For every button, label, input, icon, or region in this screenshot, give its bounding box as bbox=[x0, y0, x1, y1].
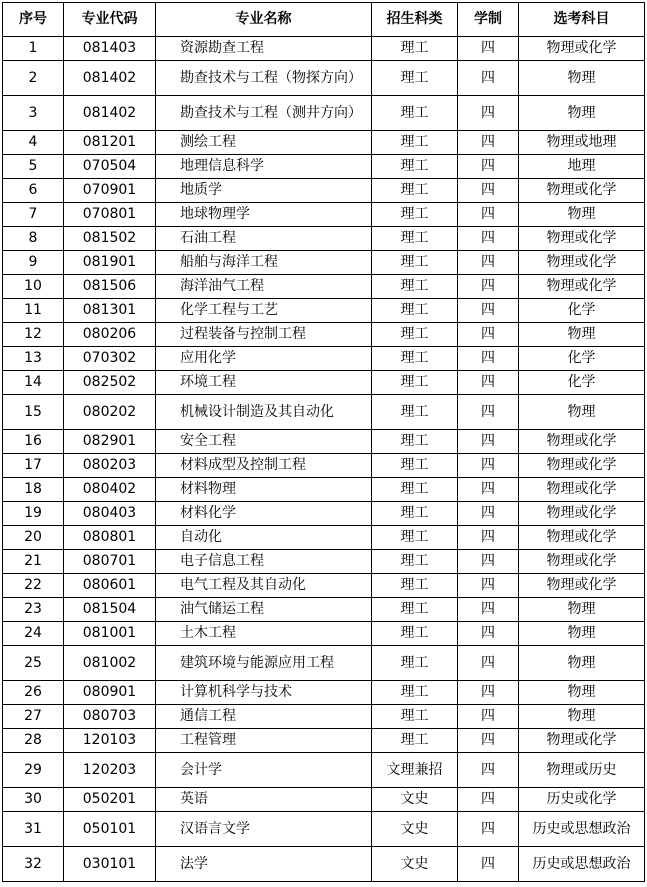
major-code: 081506 bbox=[64, 275, 156, 299]
row-index: 6 bbox=[3, 179, 64, 203]
admission-category: 理工 bbox=[372, 550, 458, 574]
elective-subjects: 物理或历史 bbox=[519, 753, 645, 788]
admission-category: 理工 bbox=[372, 155, 458, 179]
table-row bbox=[3, 61, 645, 96]
study-years: 四 bbox=[458, 753, 519, 788]
elective-subjects: 物理或化学 bbox=[519, 37, 645, 61]
row-index: 27 bbox=[3, 705, 64, 729]
elective-subjects: 物理 bbox=[519, 323, 645, 347]
major-name: 电子信息工程 bbox=[156, 550, 372, 574]
study-years: 四 bbox=[458, 155, 519, 179]
row-index: 28 bbox=[3, 729, 64, 753]
study-years: 四 bbox=[458, 275, 519, 299]
elective-subjects: 物理 bbox=[519, 622, 645, 646]
row-index: 31 bbox=[3, 812, 64, 847]
header-category: 招生科类 bbox=[372, 3, 458, 37]
elective-subjects: 物理或化学 bbox=[519, 454, 645, 478]
table-row bbox=[3, 812, 645, 847]
row-index: 30 bbox=[3, 788, 64, 812]
major-name: 地球物理学 bbox=[156, 203, 372, 227]
major-name: 安全工程 bbox=[156, 430, 372, 454]
major-name: 汉语言文学 bbox=[156, 812, 372, 847]
row-index: 14 bbox=[3, 371, 64, 395]
study-years: 四 bbox=[458, 681, 519, 705]
study-years: 四 bbox=[458, 131, 519, 155]
study-years: 四 bbox=[458, 729, 519, 753]
table-row bbox=[3, 705, 645, 729]
major-code: 081403 bbox=[64, 37, 156, 61]
major-code: 081402 bbox=[64, 96, 156, 131]
study-years: 四 bbox=[458, 788, 519, 812]
study-years: 四 bbox=[458, 646, 519, 681]
row-index: 20 bbox=[3, 526, 64, 550]
elective-subjects: 物理 bbox=[519, 395, 645, 430]
major-name: 环境工程 bbox=[156, 371, 372, 395]
table-row bbox=[3, 598, 645, 622]
row-index: 21 bbox=[3, 550, 64, 574]
study-years: 四 bbox=[458, 179, 519, 203]
table-body bbox=[3, 37, 645, 882]
elective-subjects: 物理 bbox=[519, 96, 645, 131]
major-name: 通信工程 bbox=[156, 705, 372, 729]
table-row bbox=[3, 550, 645, 574]
elective-subjects: 化学 bbox=[519, 347, 645, 371]
study-years: 四 bbox=[458, 251, 519, 275]
row-index: 3 bbox=[3, 96, 64, 131]
row-index: 22 bbox=[3, 574, 64, 598]
major-name: 机械设计制造及其自动化 bbox=[156, 395, 372, 430]
study-years: 四 bbox=[458, 37, 519, 61]
row-index: 10 bbox=[3, 275, 64, 299]
elective-subjects: 物理 bbox=[519, 705, 645, 729]
study-years: 四 bbox=[458, 574, 519, 598]
study-years: 四 bbox=[458, 812, 519, 847]
major-code: 082901 bbox=[64, 430, 156, 454]
elective-subjects: 物理或化学 bbox=[519, 227, 645, 251]
major-name: 化学工程与工艺 bbox=[156, 299, 372, 323]
major-name: 船舶与海洋工程 bbox=[156, 251, 372, 275]
admission-category: 理工 bbox=[372, 430, 458, 454]
table-row bbox=[3, 395, 645, 430]
row-index: 29 bbox=[3, 753, 64, 788]
table-row bbox=[3, 96, 645, 131]
major-name: 勘查技术与工程（物探方向） bbox=[156, 61, 372, 96]
major-code: 070504 bbox=[64, 155, 156, 179]
major-name: 法学 bbox=[156, 847, 372, 882]
row-index: 1 bbox=[3, 37, 64, 61]
major-name: 会计学 bbox=[156, 753, 372, 788]
study-years: 四 bbox=[458, 430, 519, 454]
study-years: 四 bbox=[458, 96, 519, 131]
major-code: 070901 bbox=[64, 179, 156, 203]
row-index: 16 bbox=[3, 430, 64, 454]
admission-category: 理工 bbox=[372, 96, 458, 131]
major-code: 081001 bbox=[64, 622, 156, 646]
table-row bbox=[3, 526, 645, 550]
header-code: 专业代码 bbox=[64, 3, 156, 37]
elective-subjects: 物理 bbox=[519, 598, 645, 622]
major-code: 080701 bbox=[64, 550, 156, 574]
elective-subjects: 历史或化学 bbox=[519, 788, 645, 812]
row-index: 12 bbox=[3, 323, 64, 347]
elective-subjects: 化学 bbox=[519, 371, 645, 395]
elective-subjects: 物理或地理 bbox=[519, 131, 645, 155]
study-years: 四 bbox=[458, 395, 519, 430]
admission-category: 理工 bbox=[372, 395, 458, 430]
major-code: 081402 bbox=[64, 61, 156, 96]
major-name: 海洋油气工程 bbox=[156, 275, 372, 299]
study-years: 四 bbox=[458, 347, 519, 371]
major-code: 080801 bbox=[64, 526, 156, 550]
admission-category: 理工 bbox=[372, 347, 458, 371]
table-row bbox=[3, 203, 645, 227]
admission-category: 理工 bbox=[372, 37, 458, 61]
study-years: 四 bbox=[458, 526, 519, 550]
major-code: 080206 bbox=[64, 323, 156, 347]
admission-category: 理工 bbox=[372, 61, 458, 96]
elective-subjects: 化学 bbox=[519, 299, 645, 323]
admission-category: 文史 bbox=[372, 847, 458, 882]
table-row bbox=[3, 478, 645, 502]
row-index: 9 bbox=[3, 251, 64, 275]
elective-subjects: 物理 bbox=[519, 203, 645, 227]
study-years: 四 bbox=[458, 61, 519, 96]
admission-category: 文理兼招 bbox=[372, 753, 458, 788]
table-row bbox=[3, 502, 645, 526]
study-years: 四 bbox=[458, 371, 519, 395]
admission-category: 理工 bbox=[372, 622, 458, 646]
row-index: 17 bbox=[3, 454, 64, 478]
admission-category: 理工 bbox=[372, 275, 458, 299]
elective-subjects: 历史或思想政治 bbox=[519, 812, 645, 847]
admission-category: 理工 bbox=[372, 299, 458, 323]
admission-category: 理工 bbox=[372, 227, 458, 251]
elective-subjects: 物理或化学 bbox=[519, 275, 645, 299]
admission-category: 理工 bbox=[372, 705, 458, 729]
major-name: 勘查技术与工程（测井方向） bbox=[156, 96, 372, 131]
table-header-row bbox=[3, 3, 645, 37]
admission-category: 理工 bbox=[372, 502, 458, 526]
row-index: 4 bbox=[3, 131, 64, 155]
major-code: 050201 bbox=[64, 788, 156, 812]
study-years: 四 bbox=[458, 478, 519, 502]
row-index: 2 bbox=[3, 61, 64, 96]
major-code: 081901 bbox=[64, 251, 156, 275]
major-name: 材料物理 bbox=[156, 478, 372, 502]
header-years: 学制 bbox=[458, 3, 519, 37]
row-index: 13 bbox=[3, 347, 64, 371]
table-row bbox=[3, 299, 645, 323]
study-years: 四 bbox=[458, 622, 519, 646]
majors-table bbox=[2, 2, 645, 882]
major-code: 080703 bbox=[64, 705, 156, 729]
elective-subjects: 物理或化学 bbox=[519, 574, 645, 598]
admission-category: 理工 bbox=[372, 598, 458, 622]
table-row bbox=[3, 37, 645, 61]
row-index: 32 bbox=[3, 847, 64, 882]
table-row bbox=[3, 323, 645, 347]
table-row bbox=[3, 275, 645, 299]
admission-category: 理工 bbox=[372, 203, 458, 227]
admission-category: 理工 bbox=[372, 729, 458, 753]
table-row bbox=[3, 454, 645, 478]
header-idx: 序号 bbox=[3, 3, 64, 37]
table-row bbox=[3, 371, 645, 395]
major-code: 081002 bbox=[64, 646, 156, 681]
major-code: 070801 bbox=[64, 203, 156, 227]
row-index: 11 bbox=[3, 299, 64, 323]
table-row bbox=[3, 788, 645, 812]
admission-category: 理工 bbox=[372, 323, 458, 347]
major-name: 过程装备与控制工程 bbox=[156, 323, 372, 347]
admission-category: 理工 bbox=[372, 646, 458, 681]
row-index: 24 bbox=[3, 622, 64, 646]
elective-subjects: 地理 bbox=[519, 155, 645, 179]
admission-category: 文史 bbox=[372, 788, 458, 812]
row-index: 18 bbox=[3, 478, 64, 502]
table-row bbox=[3, 179, 645, 203]
major-name: 资源勘查工程 bbox=[156, 37, 372, 61]
table-row bbox=[3, 681, 645, 705]
admission-category: 理工 bbox=[372, 251, 458, 275]
major-code: 050101 bbox=[64, 812, 156, 847]
study-years: 四 bbox=[458, 705, 519, 729]
elective-subjects: 物理或化学 bbox=[519, 478, 645, 502]
header-subjects: 选考科目 bbox=[519, 3, 645, 37]
row-index: 23 bbox=[3, 598, 64, 622]
major-code: 070302 bbox=[64, 347, 156, 371]
admission-category: 文史 bbox=[372, 812, 458, 847]
major-code: 080202 bbox=[64, 395, 156, 430]
major-name: 地质学 bbox=[156, 179, 372, 203]
table-row bbox=[3, 430, 645, 454]
major-name: 土木工程 bbox=[156, 622, 372, 646]
major-name: 地理信息科学 bbox=[156, 155, 372, 179]
majors-table-container bbox=[2, 2, 645, 882]
row-index: 7 bbox=[3, 203, 64, 227]
major-code: 081301 bbox=[64, 299, 156, 323]
major-name: 计算机科学与技术 bbox=[156, 681, 372, 705]
major-name: 油气储运工程 bbox=[156, 598, 372, 622]
table-row bbox=[3, 646, 645, 681]
admission-category: 理工 bbox=[372, 681, 458, 705]
major-name: 材料化学 bbox=[156, 502, 372, 526]
major-code: 080402 bbox=[64, 478, 156, 502]
table-row bbox=[3, 574, 645, 598]
elective-subjects: 物理或化学 bbox=[519, 526, 645, 550]
elective-subjects: 物理或化学 bbox=[519, 430, 645, 454]
elective-subjects: 物理或化学 bbox=[519, 550, 645, 574]
major-code: 081504 bbox=[64, 598, 156, 622]
major-name: 工程管理 bbox=[156, 729, 372, 753]
major-name: 建筑环境与能源应用工程 bbox=[156, 646, 372, 681]
elective-subjects: 历史或思想政治 bbox=[519, 847, 645, 882]
major-code: 080403 bbox=[64, 502, 156, 526]
major-code: 120203 bbox=[64, 753, 156, 788]
elective-subjects: 物理 bbox=[519, 646, 645, 681]
admission-category: 理工 bbox=[372, 179, 458, 203]
header-name: 专业名称 bbox=[156, 3, 372, 37]
elective-subjects: 物理 bbox=[519, 681, 645, 705]
row-index: 5 bbox=[3, 155, 64, 179]
table-row bbox=[3, 347, 645, 371]
table-row bbox=[3, 847, 645, 882]
major-name: 应用化学 bbox=[156, 347, 372, 371]
table-row bbox=[3, 251, 645, 275]
major-code: 080901 bbox=[64, 681, 156, 705]
table-row bbox=[3, 622, 645, 646]
major-name: 英语 bbox=[156, 788, 372, 812]
major-code: 082502 bbox=[64, 371, 156, 395]
elective-subjects: 物理或化学 bbox=[519, 729, 645, 753]
study-years: 四 bbox=[458, 847, 519, 882]
table-row bbox=[3, 729, 645, 753]
major-code: 030101 bbox=[64, 847, 156, 882]
major-name: 材料成型及控制工程 bbox=[156, 454, 372, 478]
elective-subjects: 物理或化学 bbox=[519, 179, 645, 203]
major-code: 081201 bbox=[64, 131, 156, 155]
row-index: 15 bbox=[3, 395, 64, 430]
table-row bbox=[3, 227, 645, 251]
study-years: 四 bbox=[458, 454, 519, 478]
major-name: 自动化 bbox=[156, 526, 372, 550]
admission-category: 理工 bbox=[372, 454, 458, 478]
major-code: 120103 bbox=[64, 729, 156, 753]
major-name: 测绘工程 bbox=[156, 131, 372, 155]
major-name: 电气工程及其自动化 bbox=[156, 574, 372, 598]
major-code: 080601 bbox=[64, 574, 156, 598]
study-years: 四 bbox=[458, 550, 519, 574]
table-row bbox=[3, 155, 645, 179]
study-years: 四 bbox=[458, 227, 519, 251]
major-name: 石油工程 bbox=[156, 227, 372, 251]
admission-category: 理工 bbox=[372, 131, 458, 155]
row-index: 19 bbox=[3, 502, 64, 526]
study-years: 四 bbox=[458, 598, 519, 622]
row-index: 25 bbox=[3, 646, 64, 681]
admission-category: 理工 bbox=[372, 574, 458, 598]
major-code: 080203 bbox=[64, 454, 156, 478]
table-row bbox=[3, 753, 645, 788]
study-years: 四 bbox=[458, 203, 519, 227]
row-index: 8 bbox=[3, 227, 64, 251]
admission-category: 理工 bbox=[372, 371, 458, 395]
table-row bbox=[3, 131, 645, 155]
row-index: 26 bbox=[3, 681, 64, 705]
elective-subjects: 物理或化学 bbox=[519, 502, 645, 526]
elective-subjects: 物理或化学 bbox=[519, 251, 645, 275]
study-years: 四 bbox=[458, 299, 519, 323]
admission-category: 理工 bbox=[372, 526, 458, 550]
study-years: 四 bbox=[458, 323, 519, 347]
major-code: 081502 bbox=[64, 227, 156, 251]
admission-category: 理工 bbox=[372, 478, 458, 502]
study-years: 四 bbox=[458, 502, 519, 526]
elective-subjects: 物理 bbox=[519, 61, 645, 96]
